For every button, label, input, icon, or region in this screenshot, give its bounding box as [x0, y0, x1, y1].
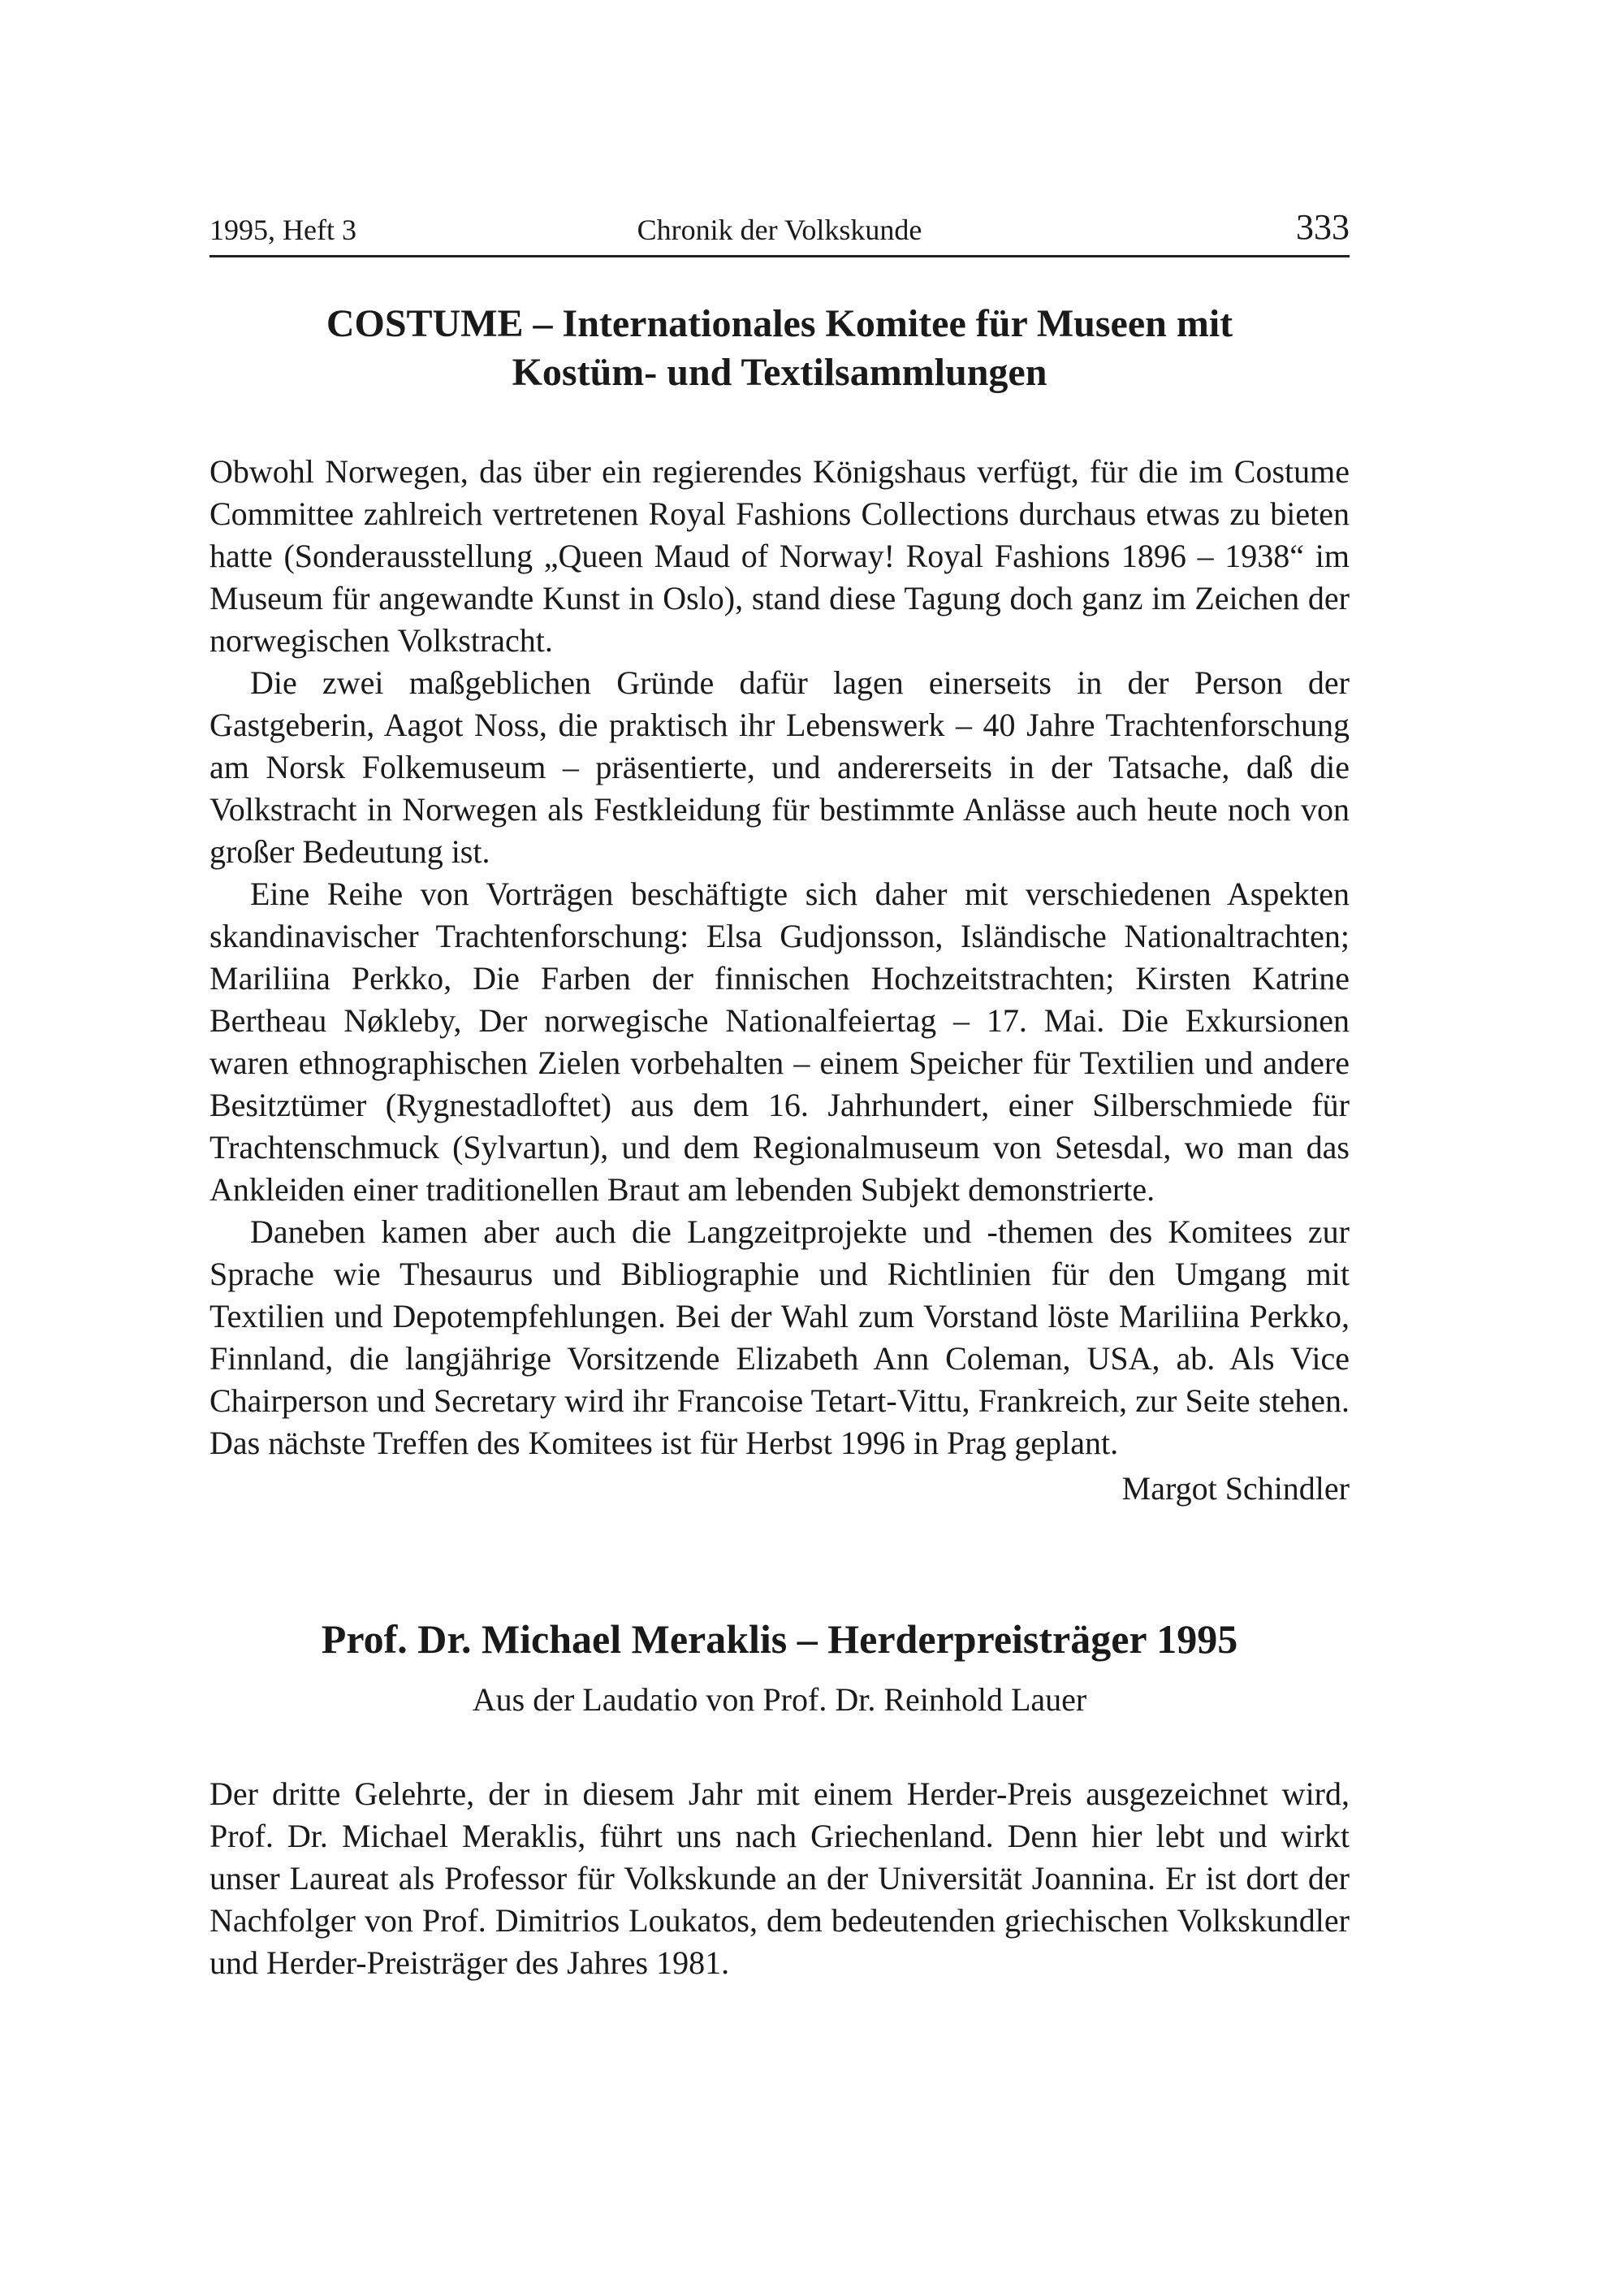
article-title-line-1: COSTUME – Internationales Komitee für Museen mit	[326, 302, 1233, 345]
article-title-meraklis: Prof. Dr. Michael Meraklis – Herderpreisträger 1995	[321, 1616, 1238, 1662]
paragraph: Eine Reihe von Vorträgen beschäftigte sich daher mit verschiedenen Aspekten skandinavischer Trachtenforschung: Elsa Gudjonsson, Isländische Nationaltrachten; Mariliina Perkko, Die Farben der finnischen Hochzeitstrachten; Kirsten Katrine Bertheau Nøkleby, Der norwegische Nationalfeiertag – 17. Mai. Die Exkursionen waren ethnographischen Zielen vorbehalten – einem Speicher für Textilien und andere Besitztümer (Rygnestadloftet) aus dem 16. Jahrhundert, einer Silberschmiede für Trachtenschmuck (Sylvartun), und dem Regionalmuseum von Setesdal, wo man das Ankleiden einer traditionellen Braut am lebenden Subjekt demonstrierte.	[209, 876, 1350, 1208]
journal-title: Chronik der Volkskunde	[637, 214, 922, 246]
document-page	[209, 195, 1350, 1984]
article-title-line-2: Kostüm- und Textilsammlungen	[512, 351, 1047, 394]
article-body-meraklis	[209, 1773, 1350, 1984]
author-signature: Margot Schindler	[1121, 1470, 1350, 1507]
running-head	[209, 195, 1350, 257]
article-title-costume	[209, 300, 1350, 397]
article-subtitle: Aus der Laudatio von Prof. Dr. Reinhold Lauer	[472, 1681, 1087, 1718]
paragraph: Die zwei maßgeblichen Gründe dafür lagen einerseits in der Person der Gastgeberin, Aagot Noss, die praktisch ihr Lebenswerk – 40 Jahre Trachtenforschung am Norsk Folkemuseum – präsentierte, und andererseits in der Tatsache, daß die Volkstracht in Norwegen als Festkleidung für bestimmte Anlässe auch heute noch von großer Bedeutung ist.	[209, 664, 1350, 870]
paragraph: Daneben kamen aber auch die Langzeitprojekte und -themen des Komitees zur Sprache wie Thesaurus und Bibliographie und Richtlinien für den Umgang mit Textilien und Depotempfehlungen. Bei der Wahl zum Vorstand löste Mariliina Perkko, Finnland, die langjährige Vorsitzende Elizabeth Ann Coleman, USA, ab. Als Vice Chairperson und Secretary wird ihr Francoise Tetart-Vittu, Frankreich, zur Seite stehen. Das nächste Treffen des Komitees ist für Herbst 1996 in Prag geplant.	[209, 1213, 1350, 1461]
page-number: 333	[1296, 207, 1350, 247]
paragraph: Obwohl Norwegen, das über ein regierendes Königshaus verfügt, für die im Costume Committee zahlreich vertretenen Royal Fashions Collections durchaus etwas zu bieten hatte (Sonderausstellung „Queen Maud of Norway! Royal Fashions 1896 – 1938“ im Museum für angewandte Kunst in Oslo), stand diese Tagung doch ganz im Zeichen der norwegischen Volkstracht.	[209, 453, 1350, 659]
paragraph: Der dritte Gelehrte, der in diesem Jahr mit einem Herder-Preis ausgezeichnet wird, Prof. Dr. Michael Meraklis, führt uns nach Griechenland. Denn hier lebt und wirkt unser Laureat als Professor für Volkskunde an der Universität Joannina. Er ist dort der Nachfolger von Prof. Dimitrios Loukatos, dem bedeutenden griechischen Volkskundler und Herder-Preisträger des Jahres 1981.	[209, 1775, 1350, 1981]
article-body-costume	[209, 451, 1350, 1464]
issue-label: 1995, Heft 3	[209, 214, 356, 246]
